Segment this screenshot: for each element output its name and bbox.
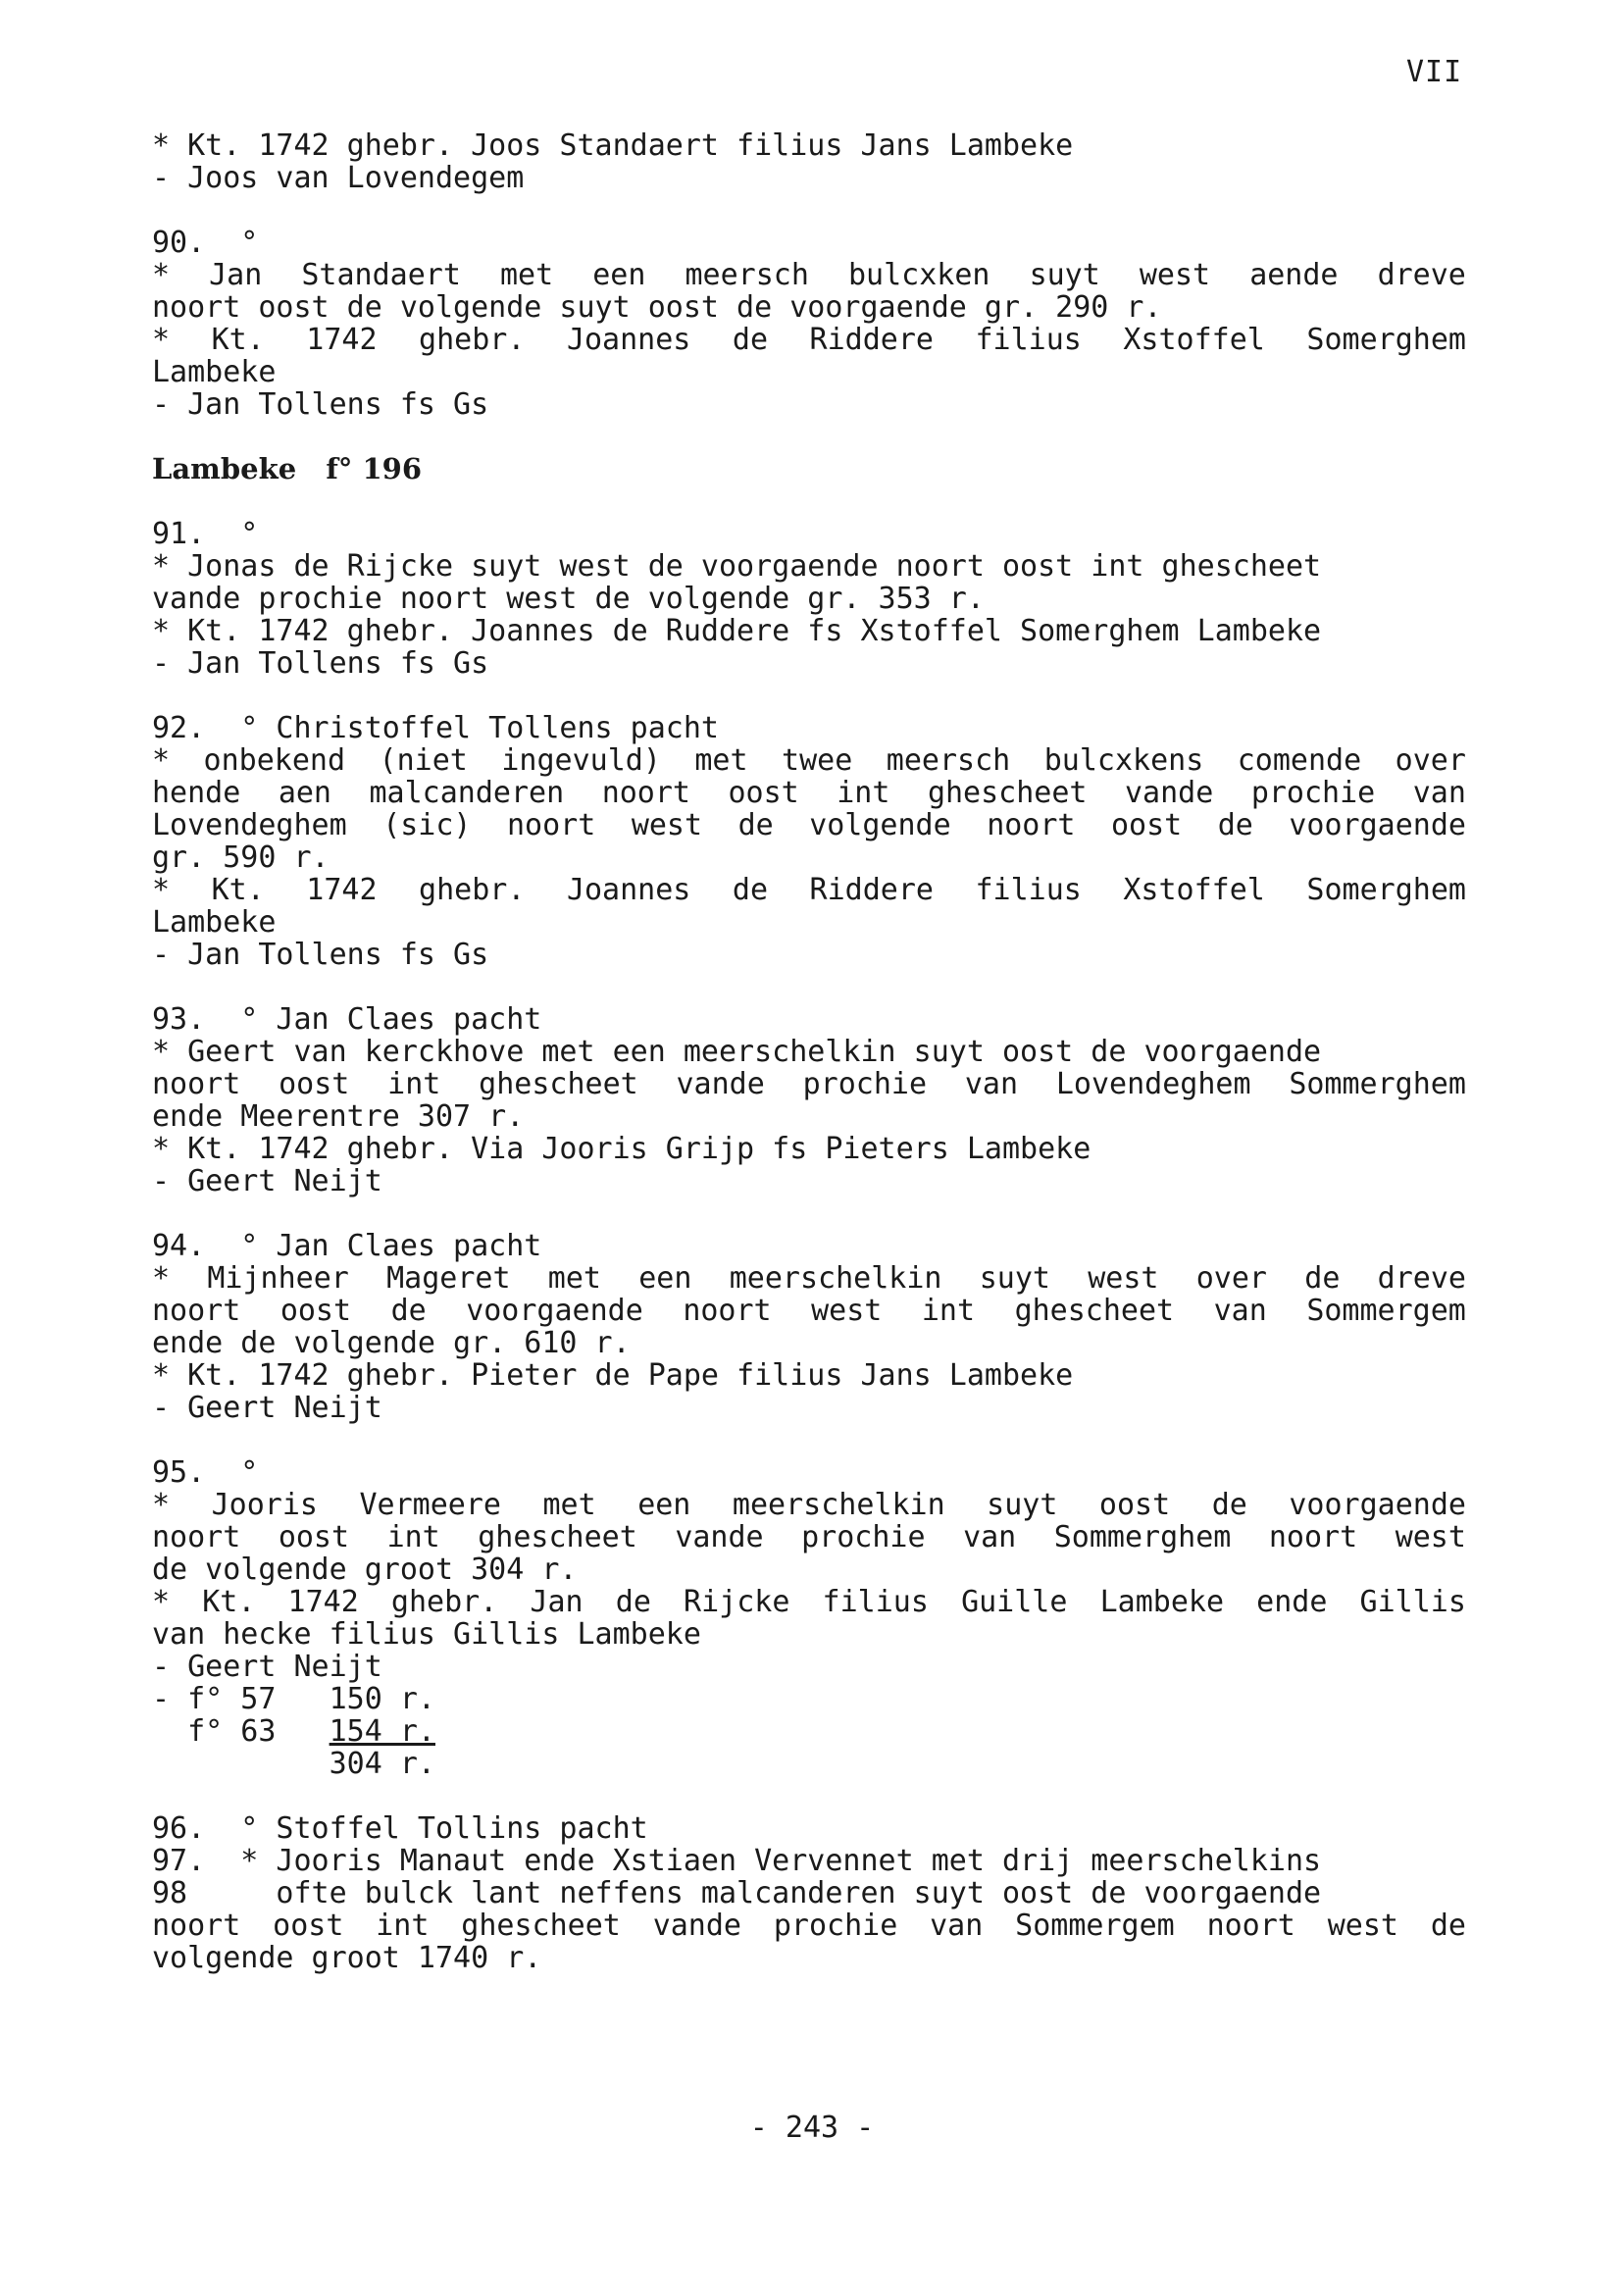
word: een [637, 1488, 691, 1522]
word: Joannes [566, 323, 691, 357]
entry-number: 95. ° [152, 1455, 259, 1490]
text-line: - Geert Neijt [152, 1164, 382, 1198]
text-line: van hecke filius Gillis Lambeke [152, 1617, 701, 1652]
word: filius [975, 323, 1082, 357]
word: de [737, 808, 774, 842]
word: van [1412, 776, 1466, 810]
word: hende [152, 776, 241, 810]
word: malcanderen [369, 776, 565, 810]
word: * [152, 258, 171, 292]
word: ingevuld) [501, 743, 661, 778]
word: ghebr. [419, 873, 526, 907]
word: 1742 [287, 1585, 359, 1619]
word: comende [1237, 743, 1362, 778]
word: bulcxken [848, 258, 990, 292]
word: * [152, 1585, 171, 1619]
folio-label: f° 63 [152, 1714, 330, 1749]
word: aen [278, 776, 331, 810]
entry-number: 91. ° [152, 517, 259, 551]
word: Somerghem [1306, 323, 1466, 357]
word: met [500, 258, 554, 292]
text-line [152, 1068, 1466, 1100]
word: ghescheet [461, 1909, 621, 1943]
text-line [152, 777, 1466, 809]
text-line: * Kt. 1742 ghebr. Pieter de Pape filius Jans Lambeke [152, 1358, 1074, 1393]
word: noort [987, 808, 1076, 842]
word: Jan [209, 258, 263, 292]
word: 1742 [306, 873, 378, 907]
text-line: * Kt. 1742 ghebr. Joos Standaert filius Jans Lambeke [152, 128, 1074, 163]
word: (niet [379, 743, 468, 778]
text-line: - Jan Tollens fs Gs [152, 646, 489, 681]
word: prochie [802, 1067, 928, 1101]
entry-number: 94. ° Jan Claes pacht [152, 1229, 542, 1263]
entry-number: 93. ° Jan Claes pacht [152, 1002, 542, 1037]
folio-row: - f° 57 150 r. [152, 1682, 435, 1716]
text-line [152, 1295, 1466, 1327]
word: de [732, 873, 769, 907]
text-line: vande prochie noort west de volgende gr. 353 r. [152, 582, 985, 616]
word: filius [822, 1585, 929, 1619]
word: vande [1125, 776, 1214, 810]
word: noort [1268, 1520, 1358, 1554]
word: de [1217, 808, 1253, 842]
word: Xstoffel [1123, 873, 1265, 907]
word: volgende [809, 808, 951, 842]
word: noort [601, 776, 690, 810]
word: de [1304, 1261, 1341, 1296]
word: 1742 [306, 323, 378, 357]
section-heading: Lambeke f° 196 [152, 452, 423, 485]
word: Kt. [211, 323, 265, 357]
word: met [694, 743, 748, 778]
word: * [152, 873, 171, 907]
text-line [152, 1586, 1466, 1618]
text-line: * Kt. 1742 ghebr. Via Jooris Grijp fs Pieters Lambeke [152, 1132, 1091, 1166]
text-line: 98 ofte bulck lant neffens malcanderen suyt oost de voorgaende [152, 1876, 1322, 1910]
word: oost [279, 1294, 352, 1328]
word: Rijcke [684, 1585, 790, 1619]
text-line: noort oost de volgende suyt oost de voorgaende gr. 290 r. [152, 290, 1162, 325]
word: Vermeere [359, 1488, 501, 1522]
word: dreve [1377, 258, 1466, 292]
word: oost [1111, 808, 1183, 842]
word: prochie [773, 1909, 898, 1943]
text-line [152, 809, 1466, 841]
text-line [152, 874, 1466, 906]
text-line: Lambeke [152, 905, 277, 940]
word: Riddere [809, 323, 934, 357]
text-line: - Jan Tollens fs Gs [152, 938, 489, 972]
word: filius [975, 873, 1082, 907]
word: ghescheet [1014, 1294, 1175, 1328]
document-body [152, 129, 1466, 1974]
text-line: ende Meerentre 307 r. [152, 1099, 525, 1134]
word: Sommergem [1015, 1909, 1175, 1943]
word: oost [728, 776, 799, 810]
word: twee [782, 743, 853, 778]
word: de [615, 1585, 651, 1619]
word: meerschelkin [732, 1488, 945, 1522]
word: voorgaende [1289, 1488, 1466, 1522]
word: * [152, 1488, 171, 1522]
text-line: * Geert van kerckhove met een meerschelkin suyt oost de voorgaende [152, 1035, 1322, 1069]
word: Xstoffel [1123, 323, 1265, 357]
text-line [152, 1521, 1466, 1553]
word: oost [278, 1520, 350, 1554]
word: suyt [979, 1261, 1050, 1296]
word: aende [1249, 258, 1339, 292]
word: Mijnheer [207, 1261, 349, 1296]
word: de [390, 1294, 427, 1328]
word: Jan [530, 1585, 584, 1619]
word: Standaert [301, 258, 461, 292]
word: meersch [685, 258, 809, 292]
text-line: - Geert Neijt [152, 1391, 382, 1425]
word: de [732, 323, 769, 357]
word: ghescheet [479, 1067, 638, 1101]
text-line [152, 1262, 1466, 1295]
word: voorgaende [1289, 808, 1466, 842]
word: oost [1098, 1488, 1171, 1522]
word: int [837, 776, 890, 810]
word: ghescheet [478, 1520, 637, 1554]
word: Jooris [211, 1488, 318, 1522]
roman-page-number: VII [1406, 55, 1463, 89]
word: van [964, 1067, 1019, 1101]
text-line: 97. * Jooris Manaut ende Xstiaen Vervennet met drij meerschelkins [152, 1844, 1322, 1878]
word: Mageret [386, 1261, 511, 1296]
word: suyt [1029, 258, 1100, 292]
text-line: volgende groot 1740 r. [152, 1941, 542, 1975]
text-line [152, 1489, 1466, 1521]
word: west [631, 808, 703, 842]
word: noort [152, 1294, 241, 1328]
word: bulcxkens [1043, 743, 1204, 778]
folio-amount-underlined: 154 r. [329, 1714, 435, 1749]
word: een [592, 258, 646, 292]
word: * [152, 743, 171, 778]
word: * [152, 323, 171, 357]
word: een [638, 1261, 692, 1296]
word: Somerghem [1306, 873, 1466, 907]
word: prochie [801, 1520, 926, 1554]
word: Lambeke [1099, 1585, 1225, 1619]
word: van [1213, 1294, 1267, 1328]
text-line [152, 1909, 1466, 1942]
entry-number: 92. ° Christoffel Tollens pacht [152, 711, 719, 745]
word: noort [507, 808, 596, 842]
word: Guille [961, 1585, 1068, 1619]
word: meerschelkin [729, 1261, 942, 1296]
text-line: ende de volgende gr. 610 r. [152, 1326, 631, 1360]
word: (sic) [382, 808, 472, 842]
word: west [1327, 1909, 1398, 1943]
entry-number: 90. ° [152, 226, 259, 260]
page-number: - 243 - [749, 2111, 875, 2145]
word: Sommerghem [1053, 1520, 1232, 1554]
entry-number: 96. ° Stoffel Tollins pacht [152, 1811, 648, 1846]
word: vande [676, 1067, 765, 1101]
word: noort [1206, 1909, 1295, 1943]
folio-row [152, 1715, 1466, 1748]
word: meersch [886, 743, 1011, 778]
word: int [376, 1909, 430, 1943]
word: Kt. [202, 1585, 256, 1619]
text-line: Lambeke [152, 355, 277, 389]
text-line: de volgende groot 304 r. [152, 1553, 578, 1587]
word: Lovendeghem [1055, 1067, 1251, 1101]
word: Riddere [809, 873, 934, 907]
word: Sommergem [1306, 1294, 1466, 1328]
word: west [811, 1294, 883, 1328]
word: west [1395, 1520, 1466, 1554]
word: noort [683, 1294, 772, 1328]
word: voorgaende [466, 1294, 643, 1328]
word: van [963, 1520, 1017, 1554]
text-line [152, 744, 1466, 777]
word: onbekend [203, 743, 346, 778]
folio-total: 304 r. [152, 1747, 435, 1781]
text-line: - Joos van Lovendegem [152, 161, 525, 195]
word: int [921, 1294, 976, 1328]
word: prochie [1250, 776, 1376, 810]
word: ende [1256, 1585, 1328, 1619]
word: noort [152, 1520, 241, 1554]
word: Kt. [211, 873, 265, 907]
word: int [386, 1520, 440, 1554]
word: ghebr. [419, 323, 526, 357]
word: vande [652, 1909, 741, 1943]
word: suyt [987, 1488, 1058, 1522]
word: noort [152, 1067, 241, 1101]
text-line [152, 259, 1466, 291]
text-line: * Kt. 1742 ghebr. Joannes de Ruddere fs Xstoffel Somerghem Lambeke [152, 614, 1322, 648]
word: int [387, 1067, 441, 1101]
word: oost [273, 1909, 344, 1943]
word: met [547, 1261, 601, 1296]
text-line: - Jan Tollens fs Gs [152, 387, 489, 422]
word: vande [675, 1520, 764, 1554]
word: Joannes [566, 873, 691, 907]
text-line [152, 324, 1466, 356]
word: west [1139, 258, 1211, 292]
word: Lovendeghem [152, 808, 347, 842]
word: over [1395, 743, 1466, 778]
word: noort [152, 1909, 241, 1943]
word: de [1211, 1488, 1247, 1522]
word: Gillis [1359, 1585, 1466, 1619]
text-line: - Geert Neijt [152, 1650, 382, 1684]
word: west [1088, 1261, 1159, 1296]
text-line: gr. 590 r. [152, 840, 330, 875]
word: Sommerghem [1289, 1067, 1466, 1101]
word: dreve [1377, 1261, 1466, 1296]
word: van [930, 1909, 984, 1943]
word: ghebr. [390, 1585, 498, 1619]
word: oost [279, 1067, 350, 1101]
word: ghescheet [927, 776, 1088, 810]
word: * [152, 1261, 171, 1296]
word: met [542, 1488, 596, 1522]
word: over [1195, 1261, 1267, 1296]
word: de [1430, 1909, 1466, 1943]
text-line: * Jonas de Rijcke suyt west de voorgaende noort oost int ghescheet [152, 549, 1322, 584]
